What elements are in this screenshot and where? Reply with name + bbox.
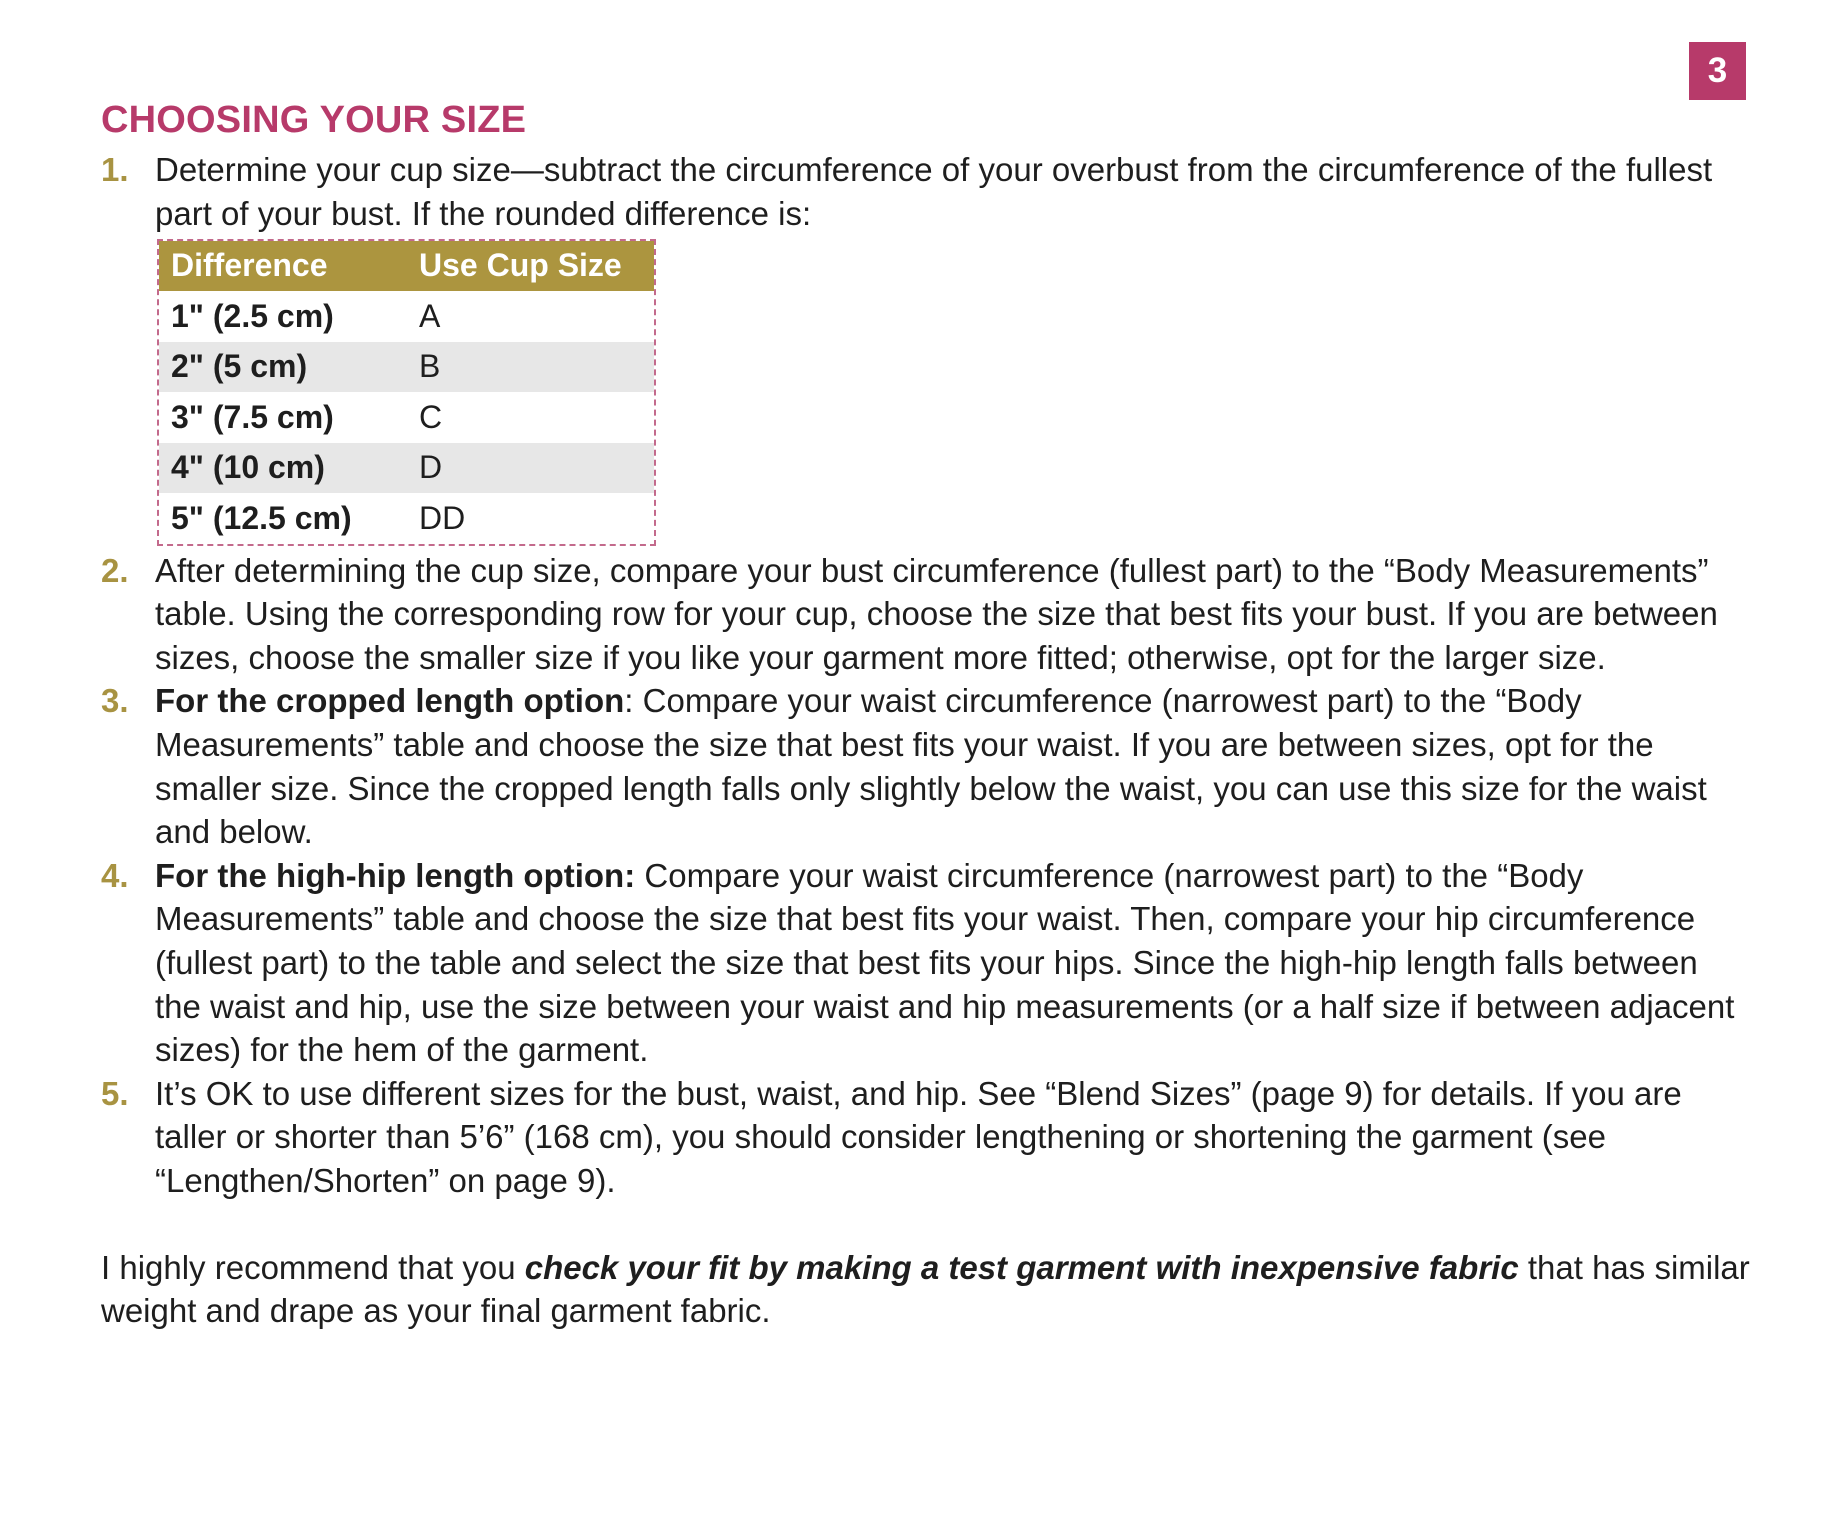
table-row xyxy=(159,392,654,443)
step-1 xyxy=(101,148,1751,549)
step-text: After determining the cup size, compare your bust circumference (fullest part) to the “Body Measurements” table. Using the corresponding row for your cup, choose the size that best fits your bust. If you are between sizes, choose the smaller size if you like your garment more fitted; otherwise, opt for the larger size. xyxy=(155,551,1718,676)
table-header-row xyxy=(159,241,654,291)
note-emphasis: check your fit by making a test garment with inexpensive fabric xyxy=(524,1248,1519,1286)
column-header-difference: Difference xyxy=(159,241,407,291)
cup-size-cell: A xyxy=(419,297,441,334)
cup-size-cell: DD xyxy=(419,499,466,536)
page-content xyxy=(101,92,1751,1366)
step-text: Compare your waist circumference (narrowest part) to the “Body Measurements” table and choose the size that best fits your waist. Then, compare your hip circumference (fullest part) to the table and select the size that best fits your hips. Since the high-hip length falls between the waist and hip, use the size between your waist and hip measurements (or a half size if between adjacent sizes) for the hem of the garment. xyxy=(155,856,1735,1069)
step-text: Determine your cup size—subtract the circumference of your overbust from the circumference of the fullest part of your bust. If the rounded difference is: xyxy=(155,151,1713,232)
difference-cell: 2" (5 cm) xyxy=(159,342,407,393)
step-lead-in: For the high-hip length option: xyxy=(155,856,636,894)
difference-cell: 5" (12.5 cm) xyxy=(171,499,352,536)
column-header-cup-size: Use Cup Size xyxy=(407,241,654,291)
cup-size-cell: B xyxy=(407,342,654,393)
step-lead-in: For the cropped length option xyxy=(155,682,625,720)
step-number: 2. xyxy=(101,551,129,589)
step-number: 5. xyxy=(101,1074,129,1112)
cup-size-table xyxy=(159,241,654,544)
cup-size-table-frame xyxy=(157,239,656,546)
step-3 xyxy=(101,679,1751,853)
steps-list xyxy=(101,148,1751,1203)
table-row xyxy=(159,443,654,494)
step-text: It’s OK to use different sizes for the bust, waist, and hip. See “Blend Sizes” (page 9) for details. If you are taller or shorter than 5’6” (168 cm), you should consider lengthening or shortening the garment (see “Lengthen/Shorten” on page 9). xyxy=(155,1074,1682,1199)
note-text-after: that has similar weight and drape as your final garment fabric. xyxy=(101,1248,1750,1330)
table-row xyxy=(159,493,654,544)
step-number: 4. xyxy=(101,856,129,894)
difference-cell: 3" (7.5 cm) xyxy=(171,398,334,435)
step-4 xyxy=(101,854,1751,1072)
cup-size-cell: C xyxy=(419,398,443,435)
page-number-badge: 3 xyxy=(1689,42,1746,100)
recommendation-note xyxy=(101,1246,1751,1333)
difference-cell: 4" (10 cm) xyxy=(159,443,407,494)
difference-cell: 1" (2.5 cm) xyxy=(171,297,334,334)
note-text-before: I highly recommend that you xyxy=(101,1248,525,1286)
cup-size-cell: D xyxy=(407,443,654,494)
table-row xyxy=(159,342,654,393)
step-2 xyxy=(101,549,1751,680)
step-number: 1. xyxy=(101,151,129,188)
step-text: : Compare your waist circumference (narrowest part) to the “Body Measurements” table and choose the size that best fits your waist. If you are between sizes, opt for the smaller size. Since the cropped length falls only slightly below the waist, you can use this size for the waist and below. xyxy=(155,682,1707,851)
step-5 xyxy=(101,1072,1751,1203)
table-row xyxy=(159,291,654,342)
step-number: 3. xyxy=(101,682,129,720)
section-title: CHOOSING YOUR SIZE xyxy=(101,99,527,141)
